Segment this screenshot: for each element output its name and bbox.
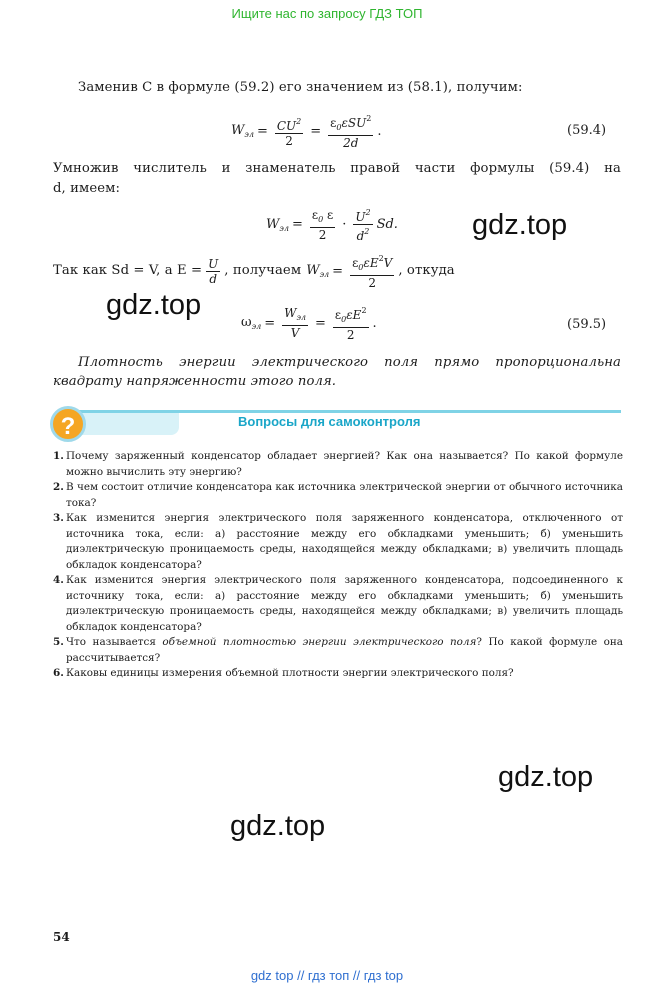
question-item xyxy=(53,666,623,682)
question-number: 6. xyxy=(53,667,64,679)
paragraph-since: Так как Sd = V, а E = $\frac{U}{d}$ , получаем $W_{эл}$ = $\frac{\varepsilon_0\varepsilon E^2V}{2}$ , откуда xyxy=(53,254,455,290)
equation-59-5: $\omega_{эл}$ = $\frac{W_{эл}}{V}$ = $\frac{\varepsilon_0\varepsilon E^2}{2}$ . xyxy=(241,306,377,342)
question-item xyxy=(53,511,623,573)
question-item xyxy=(53,449,623,480)
question-number: 5. xyxy=(53,636,64,648)
question-text: Каковы единицы измерения объемной плотности энергии электрического поля? xyxy=(66,667,514,679)
question-text: Как изменится энергия электрического поля заряженного конденсатора, отключенного от источника тока, если: а) расстояние между его обкладками уменьшить; б) уменьшить диэлектрическую проницаемость среды, находящейся между обкладками; в) увеличить площадь обкладок конденсатора? xyxy=(66,512,623,571)
bottom-footer: gdz top // гдз топ // гдз top xyxy=(250,968,404,983)
question-item xyxy=(53,480,623,511)
equation-59-4: $W_{эл}$ = $\frac{CU^2}{2}$ = $\frac{\varepsilon_0\varepsilon SU^2}{2d}$ . xyxy=(231,114,382,150)
top-banner: Ищите нас по запросу ГДЗ ТОП xyxy=(231,6,423,21)
question-item xyxy=(53,635,623,666)
question-text: Как изменится энергия электрического поля заряженного конденсатора, подсоединенного к источнику тока, если: а) расстояние между его обкладками уменьшить; б) уменьшить диэлектрическую проницаемость среды, находящейся между обкладками; в) увеличить площадь обкладок конденсатора? xyxy=(66,574,623,633)
paragraph-since-c: , откуда xyxy=(398,263,455,278)
equation-energy-sd: $W_{эл}$ = $\frac{\varepsilon_0 \varepsilon}{2}$ · $\frac{U^2}{d^2}$ Sd. xyxy=(266,207,398,243)
watermark: gdz.top xyxy=(498,761,594,793)
equation-number-59-4: (59.4) xyxy=(567,123,607,138)
paragraph-since-a: Так как Sd = V, а E = xyxy=(53,263,203,278)
question-text-a: Что называется xyxy=(66,636,163,648)
equation-number-59-5: (59.5) xyxy=(567,317,607,332)
question-number: 1. xyxy=(53,450,64,462)
paragraph-multiply-cont: d, имеем: xyxy=(53,181,121,196)
question-number: 4. xyxy=(53,574,64,586)
question-number: 3. xyxy=(53,512,64,524)
questions-list xyxy=(53,449,623,682)
statement-line-1: Плотность энергии электрического поля прямо пропорциональна xyxy=(78,355,621,370)
question-icon: ? xyxy=(50,406,86,442)
watermark: gdz.top xyxy=(230,810,326,842)
paragraph-intro: Заменив C в формуле (59.2) его значением из (58.1), получим: xyxy=(78,80,523,95)
question-text: Почему заряженный конденсатор обладает энергией? Как она называется? По какой формуле можно вычислить эту энергию? xyxy=(66,450,623,478)
question-text xyxy=(66,635,623,666)
question-text: В чем состоит отличие конденсатора как источника электрической энергии от обычного источника тока? xyxy=(66,481,623,509)
question-number: 2. xyxy=(53,481,64,493)
paragraph-multiply: Умножив числитель и знаменатель правой части формулы (59.4) на xyxy=(53,161,621,176)
question-text-italic: объемной плотностью энергии электрического поля xyxy=(162,636,477,648)
section-title: Вопросы для самоконтроля xyxy=(238,414,421,429)
paragraph-since-b: , получаем xyxy=(224,263,302,278)
page-number: 54 xyxy=(53,930,70,944)
question-text-b: ? По какой формуле она рассчитывается? xyxy=(66,636,624,664)
watermark: gdz.top xyxy=(472,209,568,241)
question-item xyxy=(53,573,623,635)
watermark: gdz.top xyxy=(106,289,202,321)
statement-line-2: квадрату напряженности этого поля. xyxy=(53,374,337,389)
